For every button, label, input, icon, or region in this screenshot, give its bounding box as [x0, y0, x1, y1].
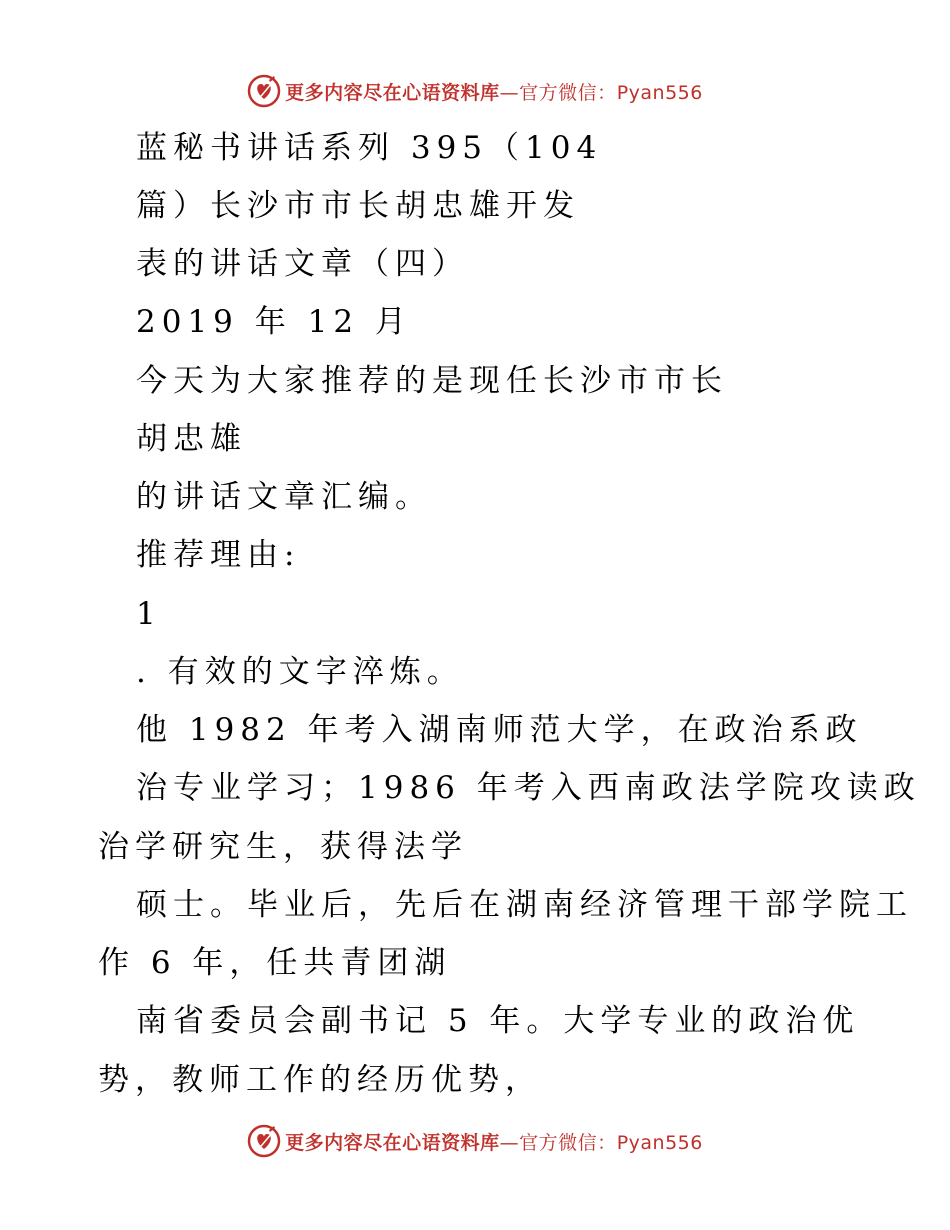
header-banner: [0, 71, 950, 111]
footer-separator: —: [499, 1131, 520, 1154]
doc-line: 他 1982 年考入湖南师范大学，在政治系政: [136, 712, 863, 748]
footer-prefix: 更多内容尽在心语资料库: [285, 1131, 500, 1154]
doc-line: 治学研究生，获得法学: [98, 829, 468, 865]
doc-line: 2019 年 12 月: [136, 304, 412, 340]
footer-wechat-id: Pyan556: [616, 1131, 703, 1154]
doc-line: 1: [136, 596, 162, 632]
doc-line: 表的讲话文章（四）: [136, 246, 469, 282]
doc-line: 推荐理由:: [136, 537, 301, 573]
doc-line: 胡忠雄: [136, 421, 247, 457]
header-banner-text: [285, 78, 703, 105]
doc-line: 硕士。毕业后，先后在湖南经济管理干部学院工: [136, 887, 913, 923]
footer-banner-text: [285, 1128, 703, 1155]
doc-line: 南省委员会副书记 5 年。大学专业的政治优: [136, 1003, 860, 1039]
doc-line: 作 6 年，任共青团湖: [98, 945, 452, 981]
doc-line: 篇）长沙市市长胡忠雄开发: [136, 188, 580, 224]
header-prefix: 更多内容尽在心语资料库: [285, 81, 500, 104]
doc-line: 蓝秘书讲话系列 395（104: [136, 130, 603, 166]
doc-line: 的讲话文章汇编。: [136, 479, 432, 515]
header-wechat-id: Pyan556: [616, 81, 703, 104]
doc-line: 势，教师工作的经历优势，: [98, 1062, 542, 1098]
heart-pen-logo-icon: [247, 74, 281, 108]
doc-line: 治专业学习；1986 年考入西南政法学院攻读政: [136, 770, 921, 806]
heart-pen-logo-icon: [247, 1124, 281, 1158]
header-separator: —: [499, 81, 520, 104]
header-label: 官方微信：: [519, 81, 617, 104]
footer-label: 官方微信：: [519, 1131, 617, 1154]
doc-line: . 有效的文字淬炼。: [136, 654, 464, 690]
doc-line: 今天为大家推荐的是现任长沙市市长: [136, 363, 728, 399]
footer-banner: [0, 1121, 950, 1161]
